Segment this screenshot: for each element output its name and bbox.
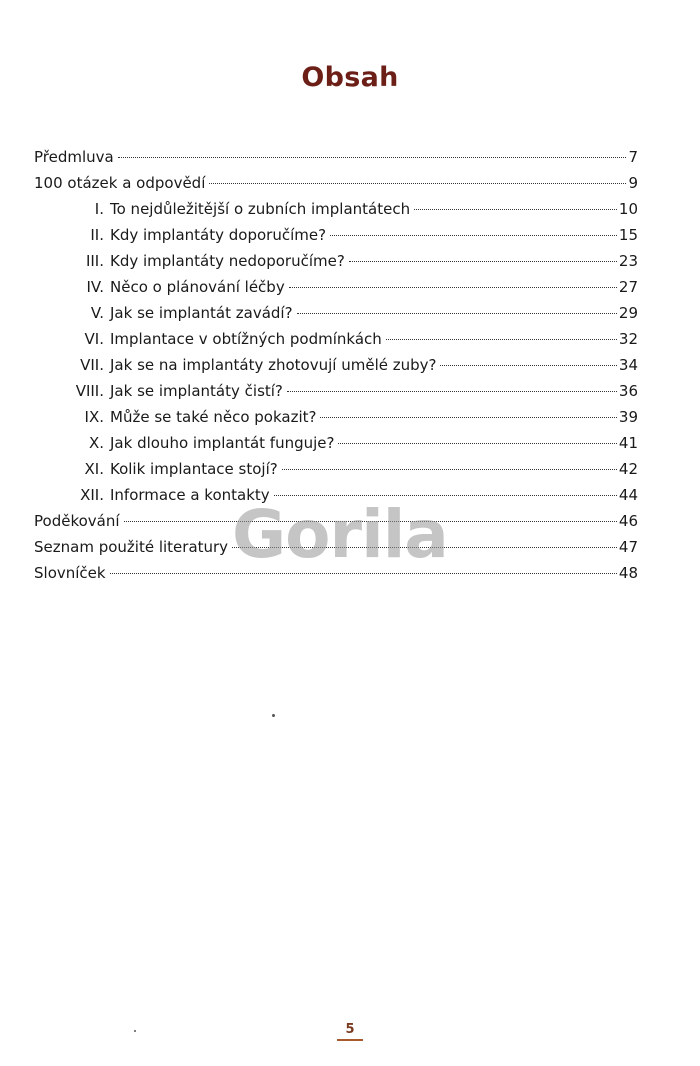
dot-leader — [320, 416, 616, 418]
toc-entry-numeral: IX. — [84, 408, 104, 426]
toc-entry-label: Předmluva — [34, 148, 114, 166]
toc-entry — [34, 196, 638, 222]
watermark: Gorila — [232, 496, 448, 573]
page-footer — [0, 1018, 700, 1041]
toc-entry-page: 46 — [618, 512, 638, 530]
toc-entry-numeral: I. — [94, 200, 104, 218]
toc-entry — [34, 456, 638, 482]
toc-entry-label: Něco o plánování léčby — [110, 278, 285, 296]
toc-entry-page: 47 — [618, 538, 638, 556]
toc-entry — [34, 326, 638, 352]
toc-entry — [34, 352, 638, 378]
dot-leader — [330, 234, 617, 236]
toc-entry-label: Poděkování — [34, 512, 120, 530]
dot-leader — [287, 390, 617, 392]
print-speck — [272, 714, 275, 717]
toc-entry-numeral: XI. — [84, 460, 104, 478]
toc-entry-numeral: VIII. — [75, 382, 104, 400]
toc-entry-page: 10 — [618, 200, 638, 218]
toc-entry-page: 27 — [618, 278, 638, 296]
page-number: 5 — [337, 1022, 362, 1041]
toc-entry-page: 7 — [628, 148, 638, 166]
toc-entry-page: 23 — [618, 252, 638, 270]
toc-entry-label: Implantace v obtížných podmínkách — [110, 330, 382, 348]
dot-leader — [297, 312, 617, 314]
toc-entry-page: 29 — [618, 304, 638, 322]
toc-entry-label: Může se také něco pokazit? — [110, 408, 317, 426]
toc-entry-label: Slovníček — [34, 564, 106, 582]
toc-entry-page: 41 — [618, 434, 638, 452]
toc-entry-numeral: X. — [88, 434, 104, 452]
toc-entry-label: Kolik implantace stojí? — [110, 460, 278, 478]
dot-leader — [282, 468, 617, 470]
toc-entry — [34, 144, 638, 170]
toc-entry — [34, 248, 638, 274]
toc-entry-label: To nejdůležitější o zubních implantátech — [110, 200, 411, 218]
dot-leader — [386, 338, 617, 340]
toc-entry-label: Informace a kontakty — [110, 486, 270, 504]
page-title: Obsah — [301, 62, 399, 93]
dot-leader — [414, 208, 617, 210]
toc-entry-page: 9 — [628, 174, 638, 192]
toc-entry — [34, 222, 638, 248]
dot-leader — [209, 182, 626, 184]
toc-entry-numeral: V. — [90, 304, 104, 322]
dot-leader — [289, 286, 617, 288]
dot-leader — [349, 260, 617, 262]
dot-leader — [118, 156, 627, 158]
toc-entry-page: 34 — [618, 356, 638, 374]
toc-entry-numeral: XII. — [80, 486, 104, 504]
dot-leader — [440, 364, 616, 366]
toc-entry-page: 32 — [618, 330, 638, 348]
toc-entry-label: Kdy implantáty nedoporučíme? — [110, 252, 345, 270]
toc-entry-page: 36 — [618, 382, 638, 400]
toc-entry-label: Jak dlouho implantát funguje? — [110, 434, 335, 452]
toc-entry-label: Jak se implantát zavádí? — [110, 304, 293, 322]
toc-entry-page: 15 — [618, 226, 638, 244]
toc-entry-numeral: III. — [85, 252, 104, 270]
toc-entry-page: 39 — [618, 408, 638, 426]
toc-entry — [34, 430, 638, 456]
toc-entry-numeral: VII. — [80, 356, 104, 374]
toc-entry-page: 42 — [618, 460, 638, 478]
toc-entry — [34, 170, 638, 196]
dot-leader — [338, 442, 616, 444]
toc-entry-label: Jak se implantáty čistí? — [110, 382, 283, 400]
toc-entry-label: Seznam použité literatury — [34, 538, 229, 556]
toc-entry-label: 100 otázek a odpovědí — [34, 174, 206, 192]
toc-entry-page: 44 — [618, 486, 638, 504]
toc-entry-page: 48 — [618, 564, 638, 582]
toc-entry-numeral: II. — [90, 226, 104, 244]
toc-entry — [34, 274, 638, 300]
toc-entry — [34, 300, 638, 326]
toc-entry — [34, 378, 638, 404]
toc-entry-numeral: IV. — [86, 278, 104, 296]
toc-entry-label: Jak se na implantáty zhotovují umělé zuby? — [110, 356, 437, 374]
toc-entry-label: Kdy implantáty doporučíme? — [110, 226, 327, 244]
toc-entry-numeral: VI. — [84, 330, 104, 348]
toc-entry — [34, 404, 638, 430]
